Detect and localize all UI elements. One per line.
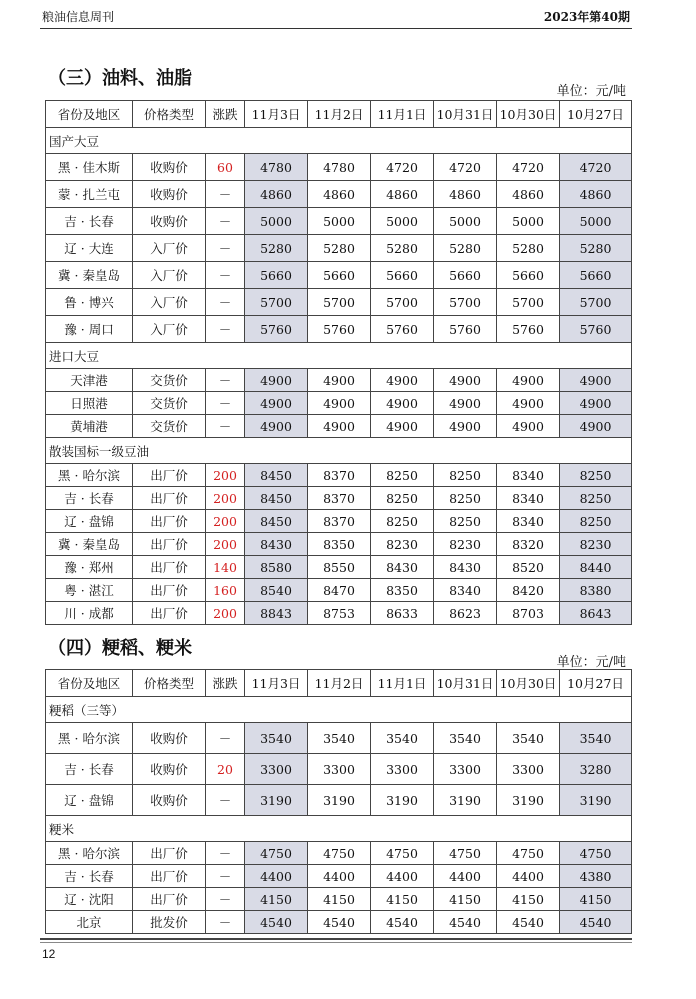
- price-cell: 8643: [560, 602, 632, 625]
- page-header-title: 粮油信息周刊: [42, 10, 115, 24]
- price-cell: 4900: [560, 415, 632, 438]
- change-cell: －: [206, 392, 245, 415]
- region-cell: 黄埔港: [46, 415, 133, 438]
- price-cell: 8843: [245, 602, 308, 625]
- price-type-cell: 收购价: [133, 754, 206, 785]
- column-header: 省份及地区: [46, 670, 133, 697]
- region-cell: 吉 · 长春: [46, 754, 133, 785]
- price-cell: 3540: [560, 723, 632, 754]
- price-cell: 5660: [371, 262, 434, 289]
- change-cell: －: [206, 289, 245, 316]
- column-header: 10月30日: [497, 670, 560, 697]
- price-cell: 3540: [371, 723, 434, 754]
- price-cell: 8550: [308, 556, 371, 579]
- table-row: [46, 842, 632, 865]
- price-cell: 8540: [245, 579, 308, 602]
- change-cell: －: [206, 865, 245, 888]
- group-label: 散装国标一级豆油: [46, 438, 632, 464]
- change-cell: 20: [206, 754, 245, 785]
- price-cell: 5700: [497, 289, 560, 316]
- price-cell: 4380: [560, 865, 632, 888]
- price-cell: 8430: [371, 556, 434, 579]
- table-row: [46, 208, 632, 235]
- group-label: 粳稻（三等）: [46, 697, 632, 723]
- price-cell: 8633: [371, 602, 434, 625]
- price-type-cell: 收购价: [133, 785, 206, 816]
- price-cell: 3540: [497, 723, 560, 754]
- table-row: [46, 602, 632, 625]
- change-cell: 160: [206, 579, 245, 602]
- table-row: [46, 235, 632, 262]
- price-cell: 3190: [434, 785, 497, 816]
- group-header-row: [46, 128, 632, 154]
- price-cell: 4780: [308, 154, 371, 181]
- price-cell: 4150: [245, 888, 308, 911]
- price-cell: 4900: [560, 392, 632, 415]
- column-header: 11月1日: [371, 101, 434, 128]
- change-cell: －: [206, 316, 245, 343]
- price-cell: 4750: [497, 842, 560, 865]
- section-title-oils: （三）油料、油脂: [48, 68, 192, 89]
- table-row: [46, 533, 632, 556]
- region-cell: 北京: [46, 911, 133, 934]
- price-cell: 8753: [308, 602, 371, 625]
- price-cell: 4400: [497, 865, 560, 888]
- price-cell: 8250: [434, 464, 497, 487]
- price-cell: 4900: [308, 415, 371, 438]
- price-type-cell: 出厂价: [133, 865, 206, 888]
- table-row: [46, 262, 632, 289]
- price-type-cell: 出厂价: [133, 602, 206, 625]
- region-cell: 冀 · 秦皇岛: [46, 262, 133, 289]
- price-cell: 4900: [434, 415, 497, 438]
- price-cell: 4400: [371, 865, 434, 888]
- table-row: [46, 181, 632, 208]
- price-cell: 8320: [497, 533, 560, 556]
- price-cell: 4860: [308, 181, 371, 208]
- table-row: [46, 154, 632, 181]
- price-cell: 4900: [245, 415, 308, 438]
- price-cell: 4900: [308, 369, 371, 392]
- price-cell: 8250: [371, 464, 434, 487]
- price-cell: 5660: [245, 262, 308, 289]
- region-cell: 吉 · 长春: [46, 487, 133, 510]
- price-cell: 8340: [434, 579, 497, 602]
- table-row: [46, 556, 632, 579]
- table-row: [46, 579, 632, 602]
- price-cell: 5000: [371, 208, 434, 235]
- price-cell: 8230: [434, 533, 497, 556]
- price-cell: 4900: [245, 369, 308, 392]
- price-cell: 4750: [371, 842, 434, 865]
- change-cell: －: [206, 208, 245, 235]
- price-cell: 4150: [371, 888, 434, 911]
- price-cell: 5000: [308, 208, 371, 235]
- change-cell: －: [206, 369, 245, 392]
- region-cell: 辽 · 盘锦: [46, 510, 133, 533]
- change-cell: 200: [206, 464, 245, 487]
- price-type-cell: 交货价: [133, 392, 206, 415]
- change-cell: 200: [206, 510, 245, 533]
- region-cell: 辽 · 盘锦: [46, 785, 133, 816]
- price-cell: 8420: [497, 579, 560, 602]
- price-cell: 5700: [560, 289, 632, 316]
- price-cell: 3300: [371, 754, 434, 785]
- region-cell: 豫 · 郑州: [46, 556, 133, 579]
- change-cell: －: [206, 911, 245, 934]
- table-row: [46, 289, 632, 316]
- region-cell: 日照港: [46, 392, 133, 415]
- price-type-cell: 出厂价: [133, 464, 206, 487]
- column-header: 11月1日: [371, 670, 434, 697]
- price-type-cell: 批发价: [133, 911, 206, 934]
- group-label: 粳米: [46, 816, 632, 842]
- price-cell: 4900: [497, 415, 560, 438]
- region-cell: 黑 · 佳木斯: [46, 154, 133, 181]
- price-cell: 5760: [497, 316, 560, 343]
- price-cell: 4860: [245, 181, 308, 208]
- group-header-row: [46, 438, 632, 464]
- price-cell: 4150: [434, 888, 497, 911]
- table-row: [46, 510, 632, 533]
- table-row: [46, 911, 632, 934]
- price-type-cell: 入厂价: [133, 262, 206, 289]
- price-cell: 3540: [434, 723, 497, 754]
- price-cell: 4900: [434, 392, 497, 415]
- price-cell: 8450: [245, 464, 308, 487]
- price-type-cell: 出厂价: [133, 842, 206, 865]
- price-cell: 5280: [245, 235, 308, 262]
- price-cell: 8470: [308, 579, 371, 602]
- group-label: 国产大豆: [46, 128, 632, 154]
- table-row: [46, 415, 632, 438]
- price-cell: 5280: [434, 235, 497, 262]
- price-cell: 8340: [497, 464, 560, 487]
- price-cell: 4720: [371, 154, 434, 181]
- price-cell: 5760: [245, 316, 308, 343]
- price-cell: 4400: [308, 865, 371, 888]
- price-cell: 4900: [560, 369, 632, 392]
- region-cell: 黑 · 哈尔滨: [46, 464, 133, 487]
- price-cell: 4860: [371, 181, 434, 208]
- price-cell: 8250: [560, 464, 632, 487]
- price-type-cell: 收购价: [133, 208, 206, 235]
- change-cell: －: [206, 415, 245, 438]
- price-cell: 5760: [371, 316, 434, 343]
- section-title-rice: （四）粳稻、粳米: [48, 638, 192, 659]
- price-cell: 3190: [560, 785, 632, 816]
- table-row: [46, 754, 632, 785]
- price-cell: 8370: [308, 510, 371, 533]
- price-type-cell: 出厂价: [133, 510, 206, 533]
- price-type-cell: 交货价: [133, 369, 206, 392]
- price-type-cell: 交货价: [133, 415, 206, 438]
- price-cell: 8430: [434, 556, 497, 579]
- price-cell: 8340: [497, 487, 560, 510]
- change-cell: 200: [206, 533, 245, 556]
- price-cell: 4540: [245, 911, 308, 934]
- group-header-row: [46, 697, 632, 723]
- price-cell: 8250: [560, 510, 632, 533]
- price-cell: 5280: [560, 235, 632, 262]
- price-cell: 4720: [560, 154, 632, 181]
- price-cell: 4900: [371, 392, 434, 415]
- price-cell: 4780: [245, 154, 308, 181]
- price-cell: 4750: [245, 842, 308, 865]
- region-cell: 蒙 · 扎兰屯: [46, 181, 133, 208]
- price-type-cell: 出厂价: [133, 579, 206, 602]
- price-cell: 5660: [497, 262, 560, 289]
- price-cell: 4860: [560, 181, 632, 208]
- column-header: 10月31日: [434, 670, 497, 697]
- price-type-cell: 入厂价: [133, 289, 206, 316]
- price-cell: 5700: [308, 289, 371, 316]
- price-cell: 8380: [560, 579, 632, 602]
- region-cell: 吉 · 长春: [46, 208, 133, 235]
- column-header: 10月27日: [560, 101, 632, 128]
- footer-rule-thin: [40, 942, 632, 943]
- group-header-row: [46, 816, 632, 842]
- price-cell: 3300: [497, 754, 560, 785]
- group-label: 进口大豆: [46, 343, 632, 369]
- price-cell: 4860: [434, 181, 497, 208]
- table-row: [46, 464, 632, 487]
- header-rule: [40, 28, 632, 29]
- change-cell: －: [206, 785, 245, 816]
- footer-rule: [40, 938, 632, 940]
- price-cell: 8580: [245, 556, 308, 579]
- column-header: 11月2日: [308, 670, 371, 697]
- price-type-cell: 收购价: [133, 181, 206, 208]
- price-cell: 3300: [434, 754, 497, 785]
- price-cell: 5700: [434, 289, 497, 316]
- column-header: 价格类型: [133, 670, 206, 697]
- unit-label-rice: 单位：元/吨: [556, 655, 626, 670]
- price-cell: 5760: [560, 316, 632, 343]
- column-header: 价格类型: [133, 101, 206, 128]
- price-cell: 3300: [245, 754, 308, 785]
- price-cell: 3190: [371, 785, 434, 816]
- price-cell: 4750: [308, 842, 371, 865]
- region-cell: 辽 · 大连: [46, 235, 133, 262]
- price-cell: 5280: [308, 235, 371, 262]
- unit-label-oils: 单位：元/吨: [556, 84, 626, 99]
- price-type-cell: 入厂价: [133, 235, 206, 262]
- price-cell: 4400: [434, 865, 497, 888]
- change-cell: －: [206, 235, 245, 262]
- column-header: 省份及地区: [46, 101, 133, 128]
- price-cell: 4900: [497, 369, 560, 392]
- table-row: [46, 785, 632, 816]
- price-cell: 8250: [434, 510, 497, 533]
- table-row: [46, 865, 632, 888]
- price-cell: 5000: [245, 208, 308, 235]
- price-cell: 4750: [560, 842, 632, 865]
- price-cell: 5280: [371, 235, 434, 262]
- change-cell: 140: [206, 556, 245, 579]
- price-cell: 8370: [308, 487, 371, 510]
- change-cell: －: [206, 723, 245, 754]
- region-cell: 鲁 · 博兴: [46, 289, 133, 316]
- price-cell: 4150: [560, 888, 632, 911]
- price-cell: 4150: [497, 888, 560, 911]
- change-cell: 200: [206, 602, 245, 625]
- region-cell: 黑 · 哈尔滨: [46, 723, 133, 754]
- column-header: 10月31日: [434, 101, 497, 128]
- price-cell: 8350: [308, 533, 371, 556]
- price-cell: 4900: [245, 392, 308, 415]
- price-cell: 4540: [371, 911, 434, 934]
- price-cell: 8520: [497, 556, 560, 579]
- price-type-cell: 收购价: [133, 723, 206, 754]
- table-row: [46, 888, 632, 911]
- change-cell: －: [206, 842, 245, 865]
- price-cell: 3540: [308, 723, 371, 754]
- price-cell: 3300: [308, 754, 371, 785]
- region-cell: 黑 · 哈尔滨: [46, 842, 133, 865]
- price-cell: 8230: [371, 533, 434, 556]
- price-cell: 8350: [371, 579, 434, 602]
- column-header: 11月3日: [245, 670, 308, 697]
- price-cell: 4400: [245, 865, 308, 888]
- region-cell: 辽 · 沈阳: [46, 888, 133, 911]
- change-cell: －: [206, 888, 245, 911]
- price-cell: 3190: [245, 785, 308, 816]
- change-cell: －: [206, 262, 245, 289]
- table-row: [46, 392, 632, 415]
- price-cell: 3190: [497, 785, 560, 816]
- price-cell: 5700: [245, 289, 308, 316]
- column-header: 10月27日: [560, 670, 632, 697]
- price-cell: 5000: [497, 208, 560, 235]
- region-cell: 川 · 成都: [46, 602, 133, 625]
- region-cell: 冀 · 秦皇岛: [46, 533, 133, 556]
- table-row: [46, 723, 632, 754]
- price-cell: 3280: [560, 754, 632, 785]
- table-header-row: [46, 670, 632, 697]
- price-cell: 4150: [308, 888, 371, 911]
- table-row: [46, 369, 632, 392]
- page-header-issue: 2023年第40期: [543, 10, 630, 24]
- price-cell: 4860: [497, 181, 560, 208]
- price-type-cell: 入厂价: [133, 316, 206, 343]
- change-cell: －: [206, 181, 245, 208]
- price-cell: 8230: [560, 533, 632, 556]
- price-cell: 8370: [308, 464, 371, 487]
- region-cell: 吉 · 长春: [46, 865, 133, 888]
- price-cell: 8250: [560, 487, 632, 510]
- price-cell: 5760: [434, 316, 497, 343]
- page-number: 12: [42, 947, 56, 961]
- price-cell: 3190: [308, 785, 371, 816]
- price-cell: 8430: [245, 533, 308, 556]
- price-cell: 3540: [245, 723, 308, 754]
- price-cell: 4540: [308, 911, 371, 934]
- price-cell: 5660: [308, 262, 371, 289]
- column-header: 11月2日: [308, 101, 371, 128]
- table-row: [46, 316, 632, 343]
- price-cell: 8340: [497, 510, 560, 533]
- price-cell: 8250: [371, 487, 434, 510]
- oils-price-table: [45, 100, 632, 625]
- price-cell: 4720: [434, 154, 497, 181]
- column-header: 涨跌: [206, 670, 245, 697]
- region-cell: 豫 · 周口: [46, 316, 133, 343]
- price-cell: 4900: [308, 392, 371, 415]
- price-type-cell: 出厂价: [133, 487, 206, 510]
- price-cell: 4900: [434, 369, 497, 392]
- price-cell: 5760: [308, 316, 371, 343]
- group-header-row: [46, 343, 632, 369]
- region-cell: 天津港: [46, 369, 133, 392]
- price-cell: 5660: [434, 262, 497, 289]
- change-cell: 200: [206, 487, 245, 510]
- rice-price-table: [45, 669, 632, 934]
- price-cell: 4540: [560, 911, 632, 934]
- price-cell: 4900: [497, 392, 560, 415]
- price-cell: 4900: [371, 369, 434, 392]
- price-cell: 4540: [434, 911, 497, 934]
- price-cell: 5280: [497, 235, 560, 262]
- price-type-cell: 收购价: [133, 154, 206, 181]
- price-cell: 4900: [371, 415, 434, 438]
- change-cell: 60: [206, 154, 245, 181]
- column-header: 11月3日: [245, 101, 308, 128]
- column-header: 涨跌: [206, 101, 245, 128]
- price-cell: 8250: [434, 487, 497, 510]
- price-cell: 5000: [560, 208, 632, 235]
- price-type-cell: 出厂价: [133, 533, 206, 556]
- price-cell: 8450: [245, 487, 308, 510]
- column-header: 10月30日: [497, 101, 560, 128]
- price-cell: 8623: [434, 602, 497, 625]
- price-cell: 8440: [560, 556, 632, 579]
- price-cell: 4540: [497, 911, 560, 934]
- price-cell: 5000: [434, 208, 497, 235]
- price-cell: 8703: [497, 602, 560, 625]
- price-cell: 5700: [371, 289, 434, 316]
- price-cell: 8250: [371, 510, 434, 533]
- table-row: [46, 487, 632, 510]
- table-header-row: [46, 101, 632, 128]
- price-cell: 5660: [560, 262, 632, 289]
- price-type-cell: 出厂价: [133, 888, 206, 911]
- price-cell: 4720: [497, 154, 560, 181]
- region-cell: 粤 · 湛江: [46, 579, 133, 602]
- price-cell: 4750: [434, 842, 497, 865]
- price-cell: 8450: [245, 510, 308, 533]
- price-type-cell: 出厂价: [133, 556, 206, 579]
